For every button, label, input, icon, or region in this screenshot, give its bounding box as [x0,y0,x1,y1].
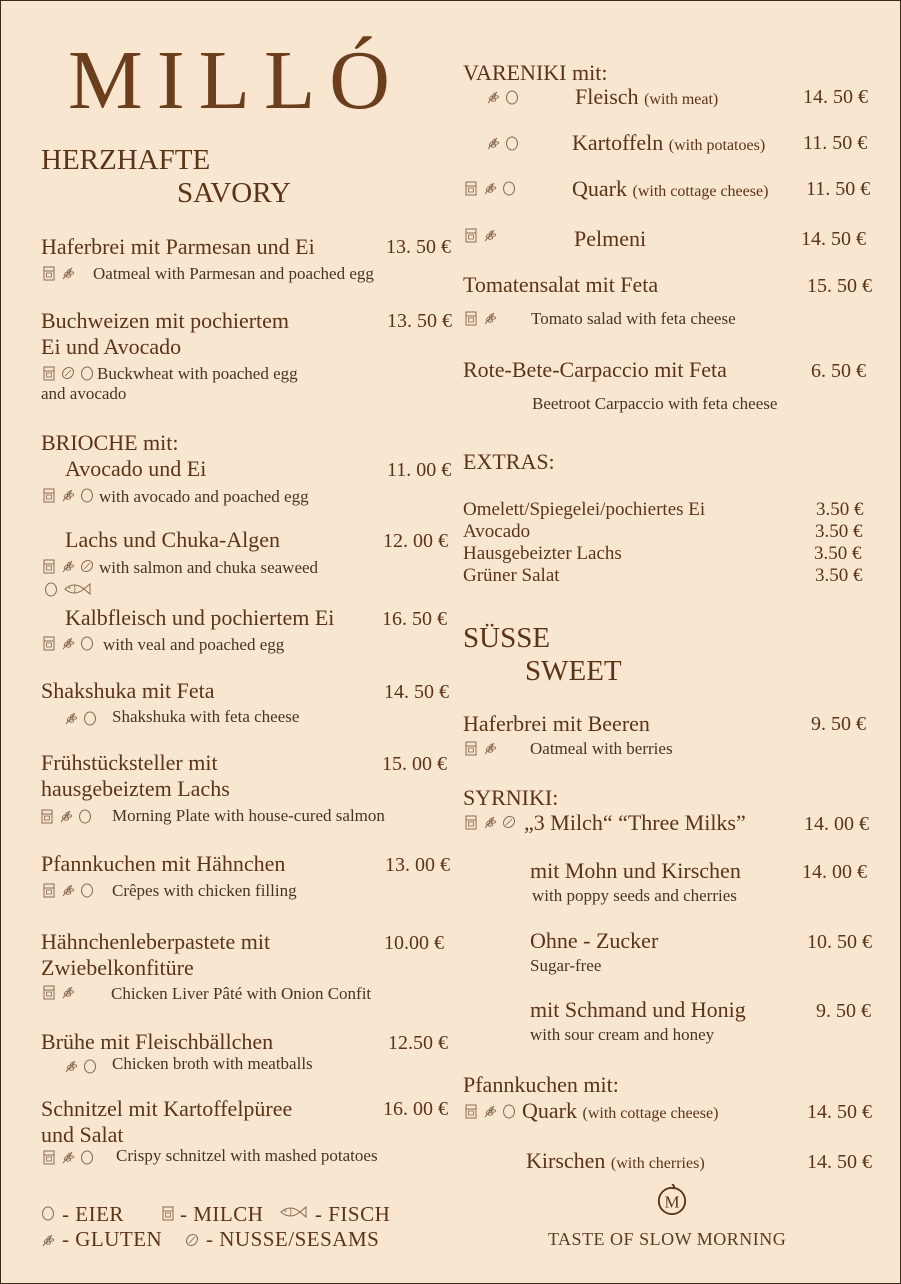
allergen-icons [41,635,95,651]
allergen-icons [63,1058,98,1074]
item-price: 16. 00 € [383,1098,448,1120]
item-description: Morning Plate with house-cured salmon [112,806,385,825]
egg-icon [82,1058,98,1074]
gluten-icon [60,984,76,1000]
extra-name: Omelett/Spiegelei/pochiertes Ei [463,499,706,520]
item-description: Chicken broth with meatballs [112,1054,313,1073]
gluten-icon [482,740,498,756]
monogram-logo [656,1184,688,1216]
vareniki-title: VARENIKI mit: [463,60,608,85]
item-name: Haferbrei mit Parmesan und Ei [41,234,315,259]
allergen-icons [463,180,517,196]
brioche-title: BRIOCHE mit: [41,430,179,455]
egg-icon [79,635,95,651]
item-name: Avocado und Ei [65,456,207,481]
item-description: Sugar-free [530,956,602,975]
item-price: 9. 50 € [816,1000,871,1022]
milk-icon [463,310,479,326]
gluten-icon [60,882,76,898]
item-name: Tomatensalat mit Feta [463,272,659,297]
extra-name: Grüner Salat [463,565,560,586]
item-name: Frühstücksteller mit [41,750,218,775]
item-price: 14. 50 € [384,681,449,703]
gluten-icon [58,808,74,824]
item-name: Pelmeni [574,226,647,251]
egg-icon [43,581,59,597]
allergen-icons [485,89,520,105]
item-price: 14. 00 € [802,861,867,883]
item-name: Lachs und Chuka-Algen [65,527,281,552]
milk-icon [463,740,479,756]
item-price: 13. 50 € [386,236,451,258]
legend-nusse: - NUSSE/SESAMS [206,1227,380,1251]
extra-price: 3.50 € [815,565,863,586]
nut-icon [501,814,517,830]
syrniki-title: SYRNIKI: [463,785,559,810]
item-price: 14. 50 € [803,86,868,108]
item-name: Ohne - Zucker [530,928,659,953]
item-name: Fleisch (with meat) [575,84,719,109]
item-description: Shakshuka with feta cheese [112,707,300,726]
item-price: 11. 00 € [387,459,452,481]
gluten-icon [60,265,76,281]
milk-icon [41,1149,57,1165]
allergen-icons [485,135,520,151]
item-price: 14. 50 € [807,1101,872,1123]
extra-price: 3.50 € [815,521,863,542]
nut-icon [79,558,95,574]
item-name: Haferbrei mit Beeren [463,711,650,736]
gluten-icon [63,710,79,726]
fish-icon [62,581,92,597]
item-price: 14. 50 € [801,228,866,250]
section-title-savory-en: SAVORY [177,177,291,209]
item-description: Buckwheat with poached egg [97,364,298,383]
item-name: Buchweizen mit pochiertem [41,308,290,333]
milk-icon [463,1103,479,1119]
allergen-icons [41,558,95,574]
item-name: hausgebeiztem Lachs [41,776,230,801]
item-name: Quark (with cottage cheese) [522,1098,719,1123]
extras-title: EXTRAS: [463,449,555,474]
allergen-icons [39,808,93,824]
extra-price: 3.50 € [814,543,862,564]
legend-fisch: - FISCH [315,1202,391,1226]
legend-nut-icon [184,1232,200,1248]
milk-icon [41,635,57,651]
section-title-sweet-de: SÜSSE [463,622,551,654]
fish-icon [278,1204,308,1220]
item-price: 11. 50 € [803,132,868,154]
gluten-icon [485,89,501,105]
egg-icon [504,135,520,151]
item-name: Kartoffeln (with potatoes) [572,130,766,155]
item-price: 10.00 € [384,932,444,954]
nut-icon [184,1232,200,1248]
pfannkuchen-title: Pfannkuchen mit: [463,1072,619,1097]
section-title-sweet-en: SWEET [525,655,622,687]
item-price: 14. 00 € [804,813,869,835]
gluten-icon [40,1232,56,1248]
gluten-icon [485,135,501,151]
tagline: TASTE OF SLOW MORNING [548,1229,787,1249]
extra-name: Hausgebeizter Lachs [463,543,622,564]
egg-icon [79,487,95,503]
milk-icon [39,808,55,824]
item-name: Ei und Avocado [41,334,182,359]
item-name: Brühe mit Fleischbällchen [41,1029,274,1054]
gluten-icon [482,310,498,326]
item-description: Chicken Liver Pâté with Onion Confit [111,984,372,1003]
legend-egg-icon [40,1205,56,1221]
allergen-icons [463,310,498,326]
item-price: 15. 00 € [382,753,447,775]
item-name: Schnitzel mit Kartoffelpüree [41,1096,293,1121]
item-description: Tomato salad with feta cheese [531,309,736,328]
item-name: und Salat [41,1122,124,1147]
milk-icon [463,814,479,830]
gluten-icon [60,1149,76,1165]
milk-icon [41,365,57,381]
egg-icon [504,89,520,105]
gluten-icon [63,1058,79,1074]
item-price: 15. 50 € [807,275,872,297]
allergen-icons [41,487,95,503]
egg-icon [501,1103,517,1119]
item-name: Pfannkuchen mit Hähnchen [41,851,286,876]
item-description: and avocado [41,384,127,403]
allergen-icons [463,814,517,830]
allergen-icons [41,265,76,281]
egg-icon [79,1149,95,1165]
item-description: Oatmeal with Parmesan and poached egg [93,264,374,283]
item-name: mit Mohn und Kirschen [530,858,741,883]
item-name: „3 Milch“ “Three Milks” [524,810,746,835]
egg-icon [501,180,517,196]
item-price: 13. 50 € [387,310,452,332]
item-description: with veal and poached egg [103,635,285,654]
item-description: with poppy seeds and cherries [532,886,737,905]
item-price: 14. 50 € [807,1151,872,1173]
section-title-savory-de: HERZHAFTE [41,144,211,176]
item-name: Zwiebelkonfitüre [41,955,194,980]
item-name: Kirschen (with cherries) [526,1148,705,1173]
egg-icon [77,808,93,824]
legend-gluten: - GLUTEN [62,1227,163,1251]
item-price: 6. 50 € [811,360,866,382]
item-name: Kalbfleisch und pochiertem Ei [65,605,335,630]
item-description: Beetroot Carpaccio with feta cheese [532,394,778,413]
allergen-icons [41,882,95,898]
item-description: Oatmeal with berries [530,739,673,758]
item-name: Quark (with cottage cheese) [572,176,769,201]
gluten-icon [482,1103,498,1119]
extra-price: 3.50 € [816,499,864,520]
allergen-icons [41,984,76,1000]
brand-logo: MILLÓ [68,34,404,127]
allergen-icons [41,1149,95,1165]
milk-icon [41,265,57,281]
gluten-icon [60,635,76,651]
gluten-icon [482,180,498,196]
item-description: Crispy schnitzel with mashed potatoes [116,1146,378,1165]
allergen-icons [43,581,92,597]
item-description: with avocado and poached egg [99,487,309,506]
nut-icon [60,365,76,381]
item-price: 12. 00 € [383,530,448,552]
legend-eier: - EIER [62,1202,124,1226]
milk-icon [41,882,57,898]
milk-icon [41,558,57,574]
allergen-icons [463,740,498,756]
egg-icon [79,365,95,381]
milk-icon [41,984,57,1000]
monogram-letter: M [664,1192,680,1212]
milk-icon [160,1205,176,1221]
gluten-icon [482,814,498,830]
gluten-icon [60,487,76,503]
gluten-icon [60,558,76,574]
allergen-icons [463,227,498,243]
item-price: 16. 50 € [382,608,447,630]
item-price: 11. 50 € [806,178,871,200]
item-price: 9. 50 € [811,713,866,735]
item-price: 10. 50 € [807,931,872,953]
allergen-icons [63,710,98,726]
legend-milk-icon [160,1205,176,1221]
item-price: 12.50 € [388,1032,448,1054]
legend-fish-icon [278,1204,308,1220]
milk-icon [41,487,57,503]
item-description: with sour cream and honey [530,1025,715,1044]
item-name: Rote-Bete-Carpaccio mit Feta [463,357,727,382]
allergen-icons [41,365,95,381]
item-description: Crêpes with chicken filling [112,881,297,900]
legend-milch: - MILCH [180,1202,264,1226]
egg-icon [79,882,95,898]
item-name: Hähnchenleberpastete mit [41,929,271,954]
allergen-icons [463,1103,517,1119]
item-price: 13. 00 € [385,854,450,876]
extra-name: Avocado [463,521,531,542]
egg-icon [82,710,98,726]
item-description: with salmon and chuka seaweed [99,558,319,577]
legend-gluten-icon [40,1232,56,1248]
item-name: mit Schmand und Honig [530,997,746,1022]
milk-icon [463,180,479,196]
item-name: Shakshuka mit Feta [41,678,215,703]
milk-icon [463,227,479,243]
gluten-icon [482,227,498,243]
egg-icon [40,1205,56,1221]
